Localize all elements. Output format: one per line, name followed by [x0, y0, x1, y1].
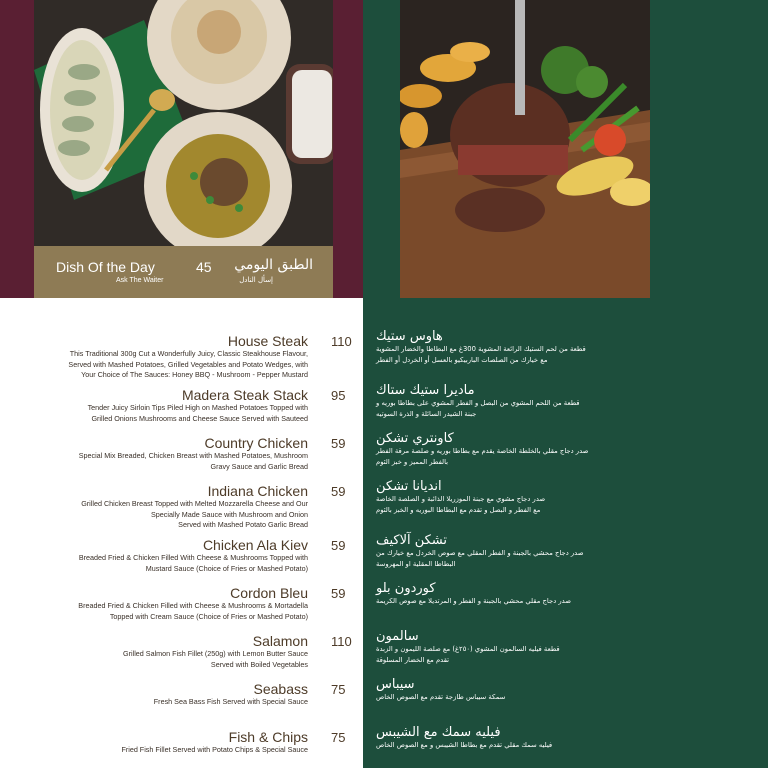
menu-item — [123, 633, 308, 670]
menu-item-description-ar: صدر دجاج مشوي مع جبنة الموزريلا الذائبة و الصلصة الخاصة — [376, 495, 546, 503]
menu-item-name-ar: كاونتري تشكن — [376, 431, 454, 446]
dish-of-the-day-bar — [34, 246, 333, 298]
menu-item-ar — [376, 479, 545, 516]
dish-of-the-day-subtitle: Ask The Waiter — [116, 277, 164, 284]
menu-item-ar — [376, 329, 586, 366]
menu-item-description-ar: صدر دجاج محشي بالجبنة و الفطر المقلي مع صوص الخردل مع خيارك من — [376, 549, 584, 557]
menu-item-name: Salamon — [252, 633, 308, 649]
menu-item-price: 75 — [331, 730, 346, 745]
menu-item-name-ar: فيليه سمك مع الشيبس — [376, 725, 501, 740]
menu-item-name-ar: تشكن آلاكيف — [376, 533, 448, 548]
menu-item-name-ar: ماديرا ستيك ستاك — [376, 383, 475, 398]
menu-item-price: 110 — [331, 634, 352, 649]
menu-item-name-ar: هاوس ستيك — [376, 329, 443, 344]
menu-item-description: Served with Boiled Vegetables — [210, 659, 308, 669]
menu-item-name: Fish & Chips — [228, 729, 308, 745]
menu-item-ar — [376, 677, 505, 703]
menu-item-description: Tender Juicy Sirloin Tips Piled High on Mashed Potatoes Topped with — [87, 403, 308, 412]
menu-item-name: Chicken Ala Kiev — [202, 537, 308, 553]
menu-item-price: 59 — [331, 436, 346, 451]
menu-item-price: 59 — [331, 538, 346, 553]
menu-item-description-ar: قطعة فيليه السالمون المشوي (٢٥٠غ) مع صلصة الليمون و الزبدة — [376, 645, 560, 653]
menu-item-description-ar: البطاطا المقلية او المهروسة — [376, 560, 456, 568]
menu-item-description: Grilled Chicken Breast Topped with Melted Mozzarella Cheese and Our — [81, 499, 308, 508]
menu-item-description: Topped with Cream Sauce (Choice of Fries or Mashed Potato) — [109, 611, 308, 621]
menu-item-description: Specially Made Sauce with Mushroom and Onion — [150, 509, 308, 519]
steak-photo — [400, 0, 650, 298]
menu-item-name: Cordon Bleu — [230, 585, 308, 601]
menu-item-description-ar: تقدم مع الخضار المسلوقة — [376, 656, 450, 664]
menu-item-description: This Traditional 300g Cut a Wonderfully Juicy, Classic Steakhouse Flavour, — [69, 349, 308, 358]
menu-item-description: Your Choice of The Sauces: Honey BBQ - Mushroom - Pepper Mustard — [81, 370, 308, 379]
menu-item-name: Indiana Chicken — [207, 483, 308, 499]
menu-item-name: Seabass — [253, 681, 308, 697]
menu-item-description-ar: قطعة من اللحم المشوي من البصل و الفطر المشوي على بطاطا بوريه و — [376, 399, 580, 407]
menu-item-ar — [376, 533, 584, 570]
dish-of-the-day-photo — [34, 0, 333, 246]
dish-of-the-day-subtitle-ar: إسأل النادل — [239, 276, 273, 284]
menu-item-name-ar: كوردون بلو — [376, 581, 436, 596]
menu-item-price: 59 — [331, 484, 346, 499]
dish-of-the-day-price: 45 — [196, 259, 212, 275]
menu-item-ar — [376, 383, 580, 420]
menu-item-description: Breaded Fried & Chicken Filled With Cheese & Mushrooms Topped with — [78, 553, 308, 562]
menu-item-description: Served with Mashed Potato Garlic Bread — [178, 520, 308, 529]
menu-item — [81, 483, 308, 531]
menu-item-description-ar: صدر دجاج مقلي محشي بالجبنة و الفطر و المرتديلا مع صوص الكريمة — [376, 597, 572, 605]
menu-item-description-ar: مع خيارك من الصلصات الباربيكيو بالعسل أو الخردل أو الفطر — [376, 356, 548, 364]
menu-item-description-ar: فيليه سمك مقلي تقدم مع بطاطا الشيبس و مع الصوص الخاص — [376, 741, 553, 749]
menu-item-name-ar: سالمون — [376, 629, 419, 644]
menu-item-description-ar: صدر دجاج مقلي بالخلطة الخاصة يقدم مع بطاطا بوريه و صلصة مرقة الفطر — [376, 447, 589, 455]
menu-item-description-ar: مع الفطر و البصل و تقدم مع البطاطا البوريه و الخبز بالثوم — [376, 506, 541, 514]
menu-item-price: 75 — [331, 682, 346, 697]
menu-item — [154, 681, 308, 708]
menu-item-description: Grilled Onions Mushrooms and Cheese Sauce Served with Sauteed — [91, 413, 308, 423]
menu-item-description: Fresh Sea Bass Fish Served with Special Sauce — [153, 697, 308, 706]
menu-item — [68, 333, 308, 381]
menu-item-name: Country Chicken — [204, 435, 308, 451]
menu-item-description-ar: جبنة الشيدر السائلة و الذرة السوتيه — [376, 410, 477, 418]
menu-item-description-ar: بالفطر المميز و خبز الثوم — [376, 458, 449, 466]
menu-item-ar — [376, 581, 571, 607]
menu-item — [79, 435, 308, 472]
menu-item-description: Grilled Salmon Fish Fillet (250g) with Lemon Butter Sauce — [123, 649, 308, 658]
menu-item-name: Madera Steak Stack — [181, 387, 308, 403]
menu-item-price: 59 — [331, 586, 346, 601]
dish-of-the-day-title: Dish Of the Day — [56, 259, 155, 275]
menu-item — [88, 387, 308, 424]
menu-item-description: Special Mix Breaded, Chicken Breast with Mashed Potatoes, Mushroom — [78, 451, 308, 460]
menu-item-name-ar: انديانا تشكن — [376, 479, 442, 494]
menu-item — [121, 729, 308, 756]
menu-item-price: 95 — [331, 388, 346, 403]
menu-item-description: Fried Fish Fillet Served with Potato Chips & Special Sauce — [121, 745, 308, 754]
menu-item-name: House Steak — [227, 333, 308, 349]
menu-item-description: Gravy Sauce and Garlic Bread — [210, 461, 308, 471]
menu-item — [79, 537, 308, 574]
menu-item-description-ar: قطعة من لحم الستيك الرائعة المشوية 300غ مع البطاطا والخضار المشوية — [376, 345, 586, 353]
menu-item-ar — [376, 725, 552, 751]
menu-item-description-ar: سمكة سيباس طازجة تقدم مع الصوص الخاص — [376, 693, 506, 701]
menu-item-description: Breaded Fried & Chicken Filled with Cheese & Mushrooms & Mortadella — [78, 601, 308, 610]
menu-item-description: Served with Mashed Potatoes, Grilled Vegetables and Potato Wedges, with — [68, 359, 308, 369]
dish-of-the-day-title-ar: الطبق اليومي — [234, 257, 313, 273]
menu-item-ar — [376, 629, 560, 666]
menu-item-description: Mustard Sauce (Choice of Fries or Mashed Potato) — [145, 563, 308, 573]
menu-item — [78, 585, 308, 622]
menu-item-name-ar: سيباس — [376, 677, 415, 692]
menu-item-ar — [376, 431, 588, 468]
menu-item-price: 110 — [331, 334, 352, 349]
